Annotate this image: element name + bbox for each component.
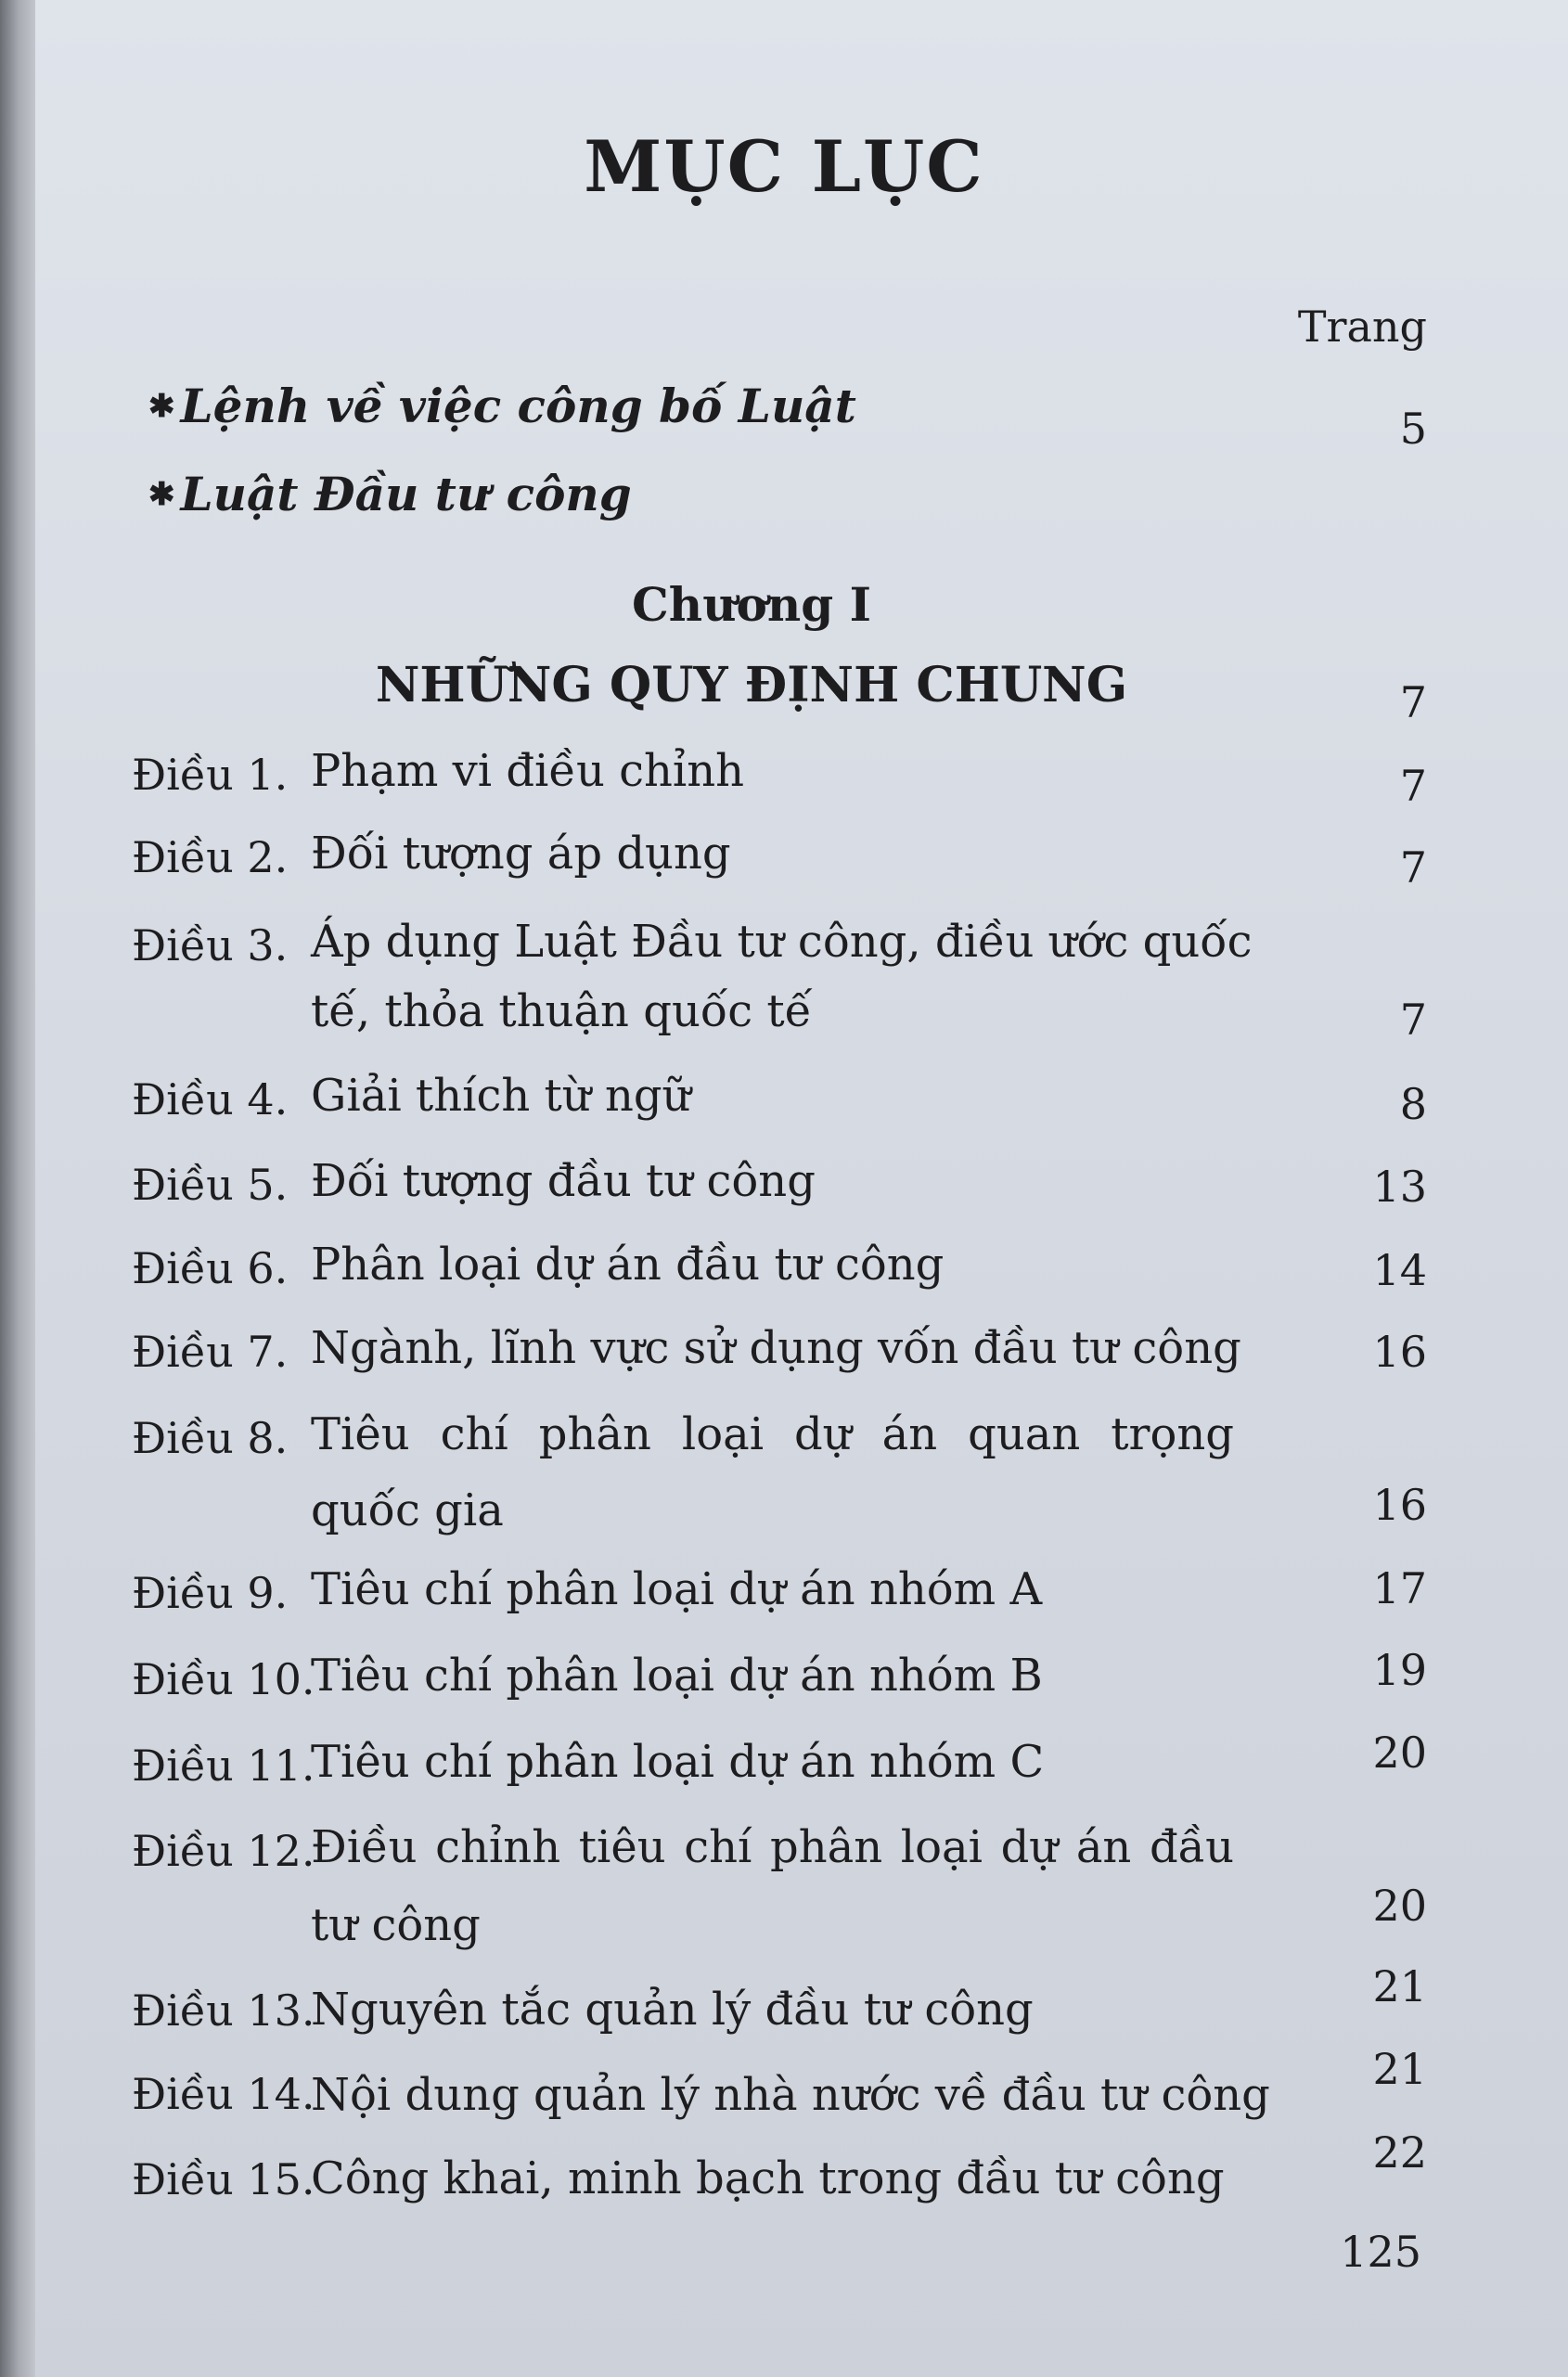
article-label: Điều 2.: [132, 832, 289, 882]
article-page: 7: [1399, 842, 1427, 893]
chapter-page: 7: [1399, 677, 1427, 727]
article-label: Điều 3.: [132, 920, 289, 970]
asterisk-icon: ✱: [148, 388, 175, 425]
page-title: MỤC LỤC: [584, 125, 984, 208]
article-label: Điều 10.: [132, 1654, 315, 1704]
article-title: Tiêu chí phân loại dự án nhóm B: [311, 1650, 1043, 1702]
article-label: Điều 1.: [132, 750, 289, 800]
article-title: Giải thích từ ngữ: [311, 1070, 691, 1122]
article-label: Điều 6.: [132, 1243, 289, 1293]
article-page: 8: [1399, 1079, 1427, 1129]
article-title: Tiêu chí phân loại dự án nhóm C: [311, 1736, 1045, 1788]
article-title: Nguyên tắc quản lý đầu tư công: [311, 1984, 1034, 2036]
page-number: 125: [1340, 2227, 1421, 2277]
article-title-continued: tư công: [311, 1899, 481, 1951]
book-spine-shadow: [0, 0, 35, 2377]
article-title: Ngành, lĩnh vực sử dụng vốn đầu tư công: [311, 1322, 1241, 1374]
article-page: 7: [1399, 995, 1427, 1045]
article-title: Công khai, minh bạch trong đầu tư công: [311, 2152, 1225, 2204]
article-title: Nội dung quản lý nhà nước về đầu tư công: [311, 2069, 1270, 2121]
article-page: 14: [1372, 1245, 1427, 1295]
article-page: 20: [1372, 1881, 1427, 1931]
article-title: Áp dụng Luật Đầu tư công, điều ước quốc: [311, 916, 1253, 968]
article-label: Điều 13.: [132, 1985, 315, 2036]
front-item-text: Luật Đầu tư công: [180, 467, 632, 521]
article-page: 22: [1372, 2127, 1427, 2178]
article-page: 21: [1372, 1961, 1427, 2011]
article-page: 16: [1372, 1480, 1427, 1530]
chapter-title: NHỮNG QUY ĐỊNH CHUNG: [375, 657, 1128, 713]
article-title-continued: tế, thỏa thuận quốc tế: [311, 985, 813, 1037]
article-title: Điều chỉnh tiêu chí phân loại dự án đầu: [311, 1821, 1234, 1873]
article-label: Điều 8.: [132, 1413, 289, 1463]
front-item-page: 5: [1399, 404, 1427, 454]
article-title: Tiêu chí phân loại dự án quan trọng: [311, 1408, 1234, 1460]
article-page: 13: [1372, 1162, 1427, 1212]
article-title: Tiêu chí phân loại dự án nhóm A: [311, 1563, 1043, 1615]
article-title: Phân loại dự án đầu tư công: [311, 1239, 945, 1291]
article-page: 21: [1372, 2044, 1427, 2094]
article-page: 20: [1372, 1728, 1427, 1778]
article-title: Đối tượng đầu tư công: [311, 1155, 816, 1207]
front-item: [148, 467, 632, 521]
article-page: 17: [1372, 1563, 1427, 1613]
article-page: 19: [1372, 1645, 1427, 1695]
page-column-label: Trang: [1297, 302, 1427, 352]
article-label: Điều 7.: [132, 1327, 289, 1377]
article-label: Điều 4.: [132, 1074, 289, 1124]
front-item: [148, 379, 856, 433]
article-title: Phạm vi điều chỉnh: [311, 745, 745, 797]
article-label: Điều 15.: [132, 2154, 315, 2204]
article-page: 16: [1372, 1327, 1427, 1377]
article-label: Điều 9.: [132, 1568, 289, 1618]
article-label: Điều 14.: [132, 2069, 315, 2119]
article-page: 7: [1399, 761, 1427, 811]
asterisk-icon: ✱: [148, 476, 175, 513]
chapter-number: Chương I: [632, 577, 871, 632]
article-label: Điều 12.: [132, 1826, 315, 1876]
article-title: Đối tượng áp dụng: [311, 828, 731, 880]
front-item-text: Lệnh về việc công bố Luật: [180, 379, 856, 433]
article-label: Điều 5.: [132, 1160, 289, 1210]
article-label: Điều 11.: [132, 1741, 315, 1791]
article-title-continued: quốc gia: [311, 1484, 504, 1536]
